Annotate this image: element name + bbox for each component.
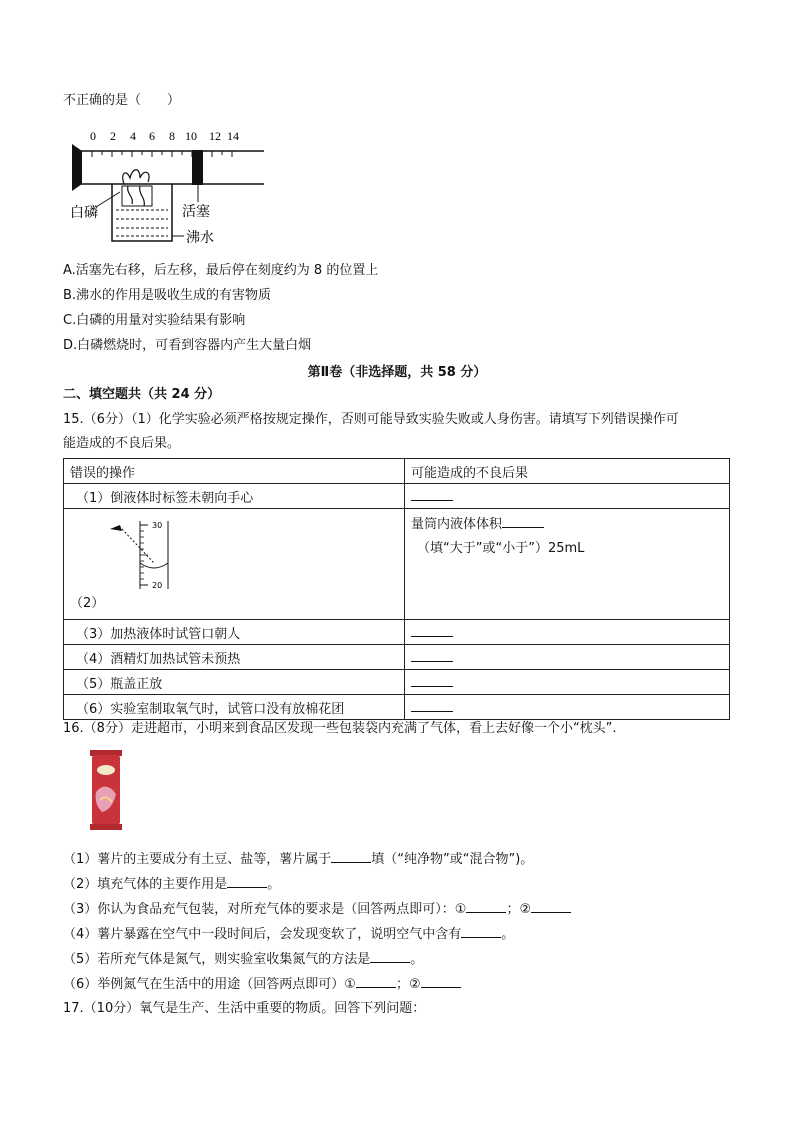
answer-blank[interactable] — [356, 975, 396, 988]
part2-title: 第Ⅱ卷（非选择题，共 58 分） — [307, 365, 487, 380]
q14-option-b: B.沸水的作用是吸收生成的有害物质 — [63, 288, 272, 303]
q17-stem: 17.（10分）氧气是生产、生活中重要的物质。回答下列问题： — [63, 1001, 426, 1016]
cylinder-mark-20: 20 — [152, 581, 163, 590]
answer-blank[interactable] — [421, 975, 461, 988]
scale-label-0: 0 — [90, 129, 96, 143]
scale-label-6: 6 — [149, 129, 155, 143]
q16-item-6 — [63, 975, 461, 994]
answer-blank[interactable] — [370, 950, 410, 963]
q14-stem-tail: 不正确的是（ ） — [63, 93, 181, 108]
scale-label-10: 10 — [185, 129, 197, 143]
q16-item-5 — [63, 950, 423, 969]
q14-apparatus-figure — [68, 124, 268, 254]
row4-result — [405, 645, 730, 670]
table-row — [64, 645, 730, 670]
row5-result — [405, 670, 730, 695]
q14-option-c: C.白磷的用量对实验结果有影响 — [63, 313, 246, 328]
answer-blank[interactable] — [411, 674, 453, 687]
row6-result — [405, 695, 730, 720]
answer-blank[interactable] — [227, 875, 267, 888]
table-row — [64, 484, 730, 509]
q16-5-text-b: 。 — [410, 952, 424, 967]
row6-op: （6）实验室制取氧气时，试管口没有放棉花团 — [64, 695, 405, 720]
answer-blank[interactable] — [411, 624, 453, 637]
answer-blank[interactable] — [411, 699, 453, 712]
q16-4-text-a: （4）薯片暴露在空气中一段时间后，会发现变软了，说明空气中含有 — [63, 927, 462, 942]
row2-op: （2） — [70, 596, 105, 611]
table-row — [64, 670, 730, 695]
q16-4-text-b: 。 — [501, 927, 515, 942]
q16-6-text-b: ；② — [395, 977, 421, 992]
q16-3-text-a: （3）你认为食品充气包装，对所充气体的要求是（回答两点即可）：① — [63, 902, 467, 917]
row4-op: （4）酒精灯加热试管未预热 — [64, 645, 405, 670]
scale-label-14: 14 — [227, 129, 239, 143]
q16-item-3 — [63, 900, 571, 919]
q16-1-text-b: 填（“纯净物”或“混合物”)。 — [371, 852, 534, 867]
answer-blank[interactable] — [461, 925, 501, 938]
q14-option-a: A.活塞先右移，后左移，最后停在刻度约为 8 的位置上 — [63, 263, 379, 278]
row3-op: （3）加热液体时试管口朝人 — [64, 620, 405, 645]
q16-1-text-a: （1）薯片的主要成分有土豆、盐等，薯片属于 — [63, 852, 332, 867]
q16-5-text-a: （5）若所充气体是氮气，则实验室收集氮气的方法是 — [63, 952, 371, 967]
q16-2-text-b: 。 — [267, 877, 281, 892]
table-row — [64, 620, 730, 645]
row2-result — [405, 509, 730, 620]
q16-stem: 16.（8分）走进超市，小明来到食品区发现一些包装袋内充满了气体，看上去好像一个小“枕头”. — [63, 721, 617, 736]
q15-stem-line2: 能造成的不良后果。 — [63, 436, 181, 451]
header-op: 错误的操作 — [64, 459, 405, 484]
answer-blank[interactable] — [411, 649, 453, 662]
q15-stem-line1: 15.（6分）（1）化学实验必须严格按规定操作，否则可能导致实验失败或人身伤害。请填写下列错误操作可 — [63, 412, 679, 427]
table-row — [64, 695, 730, 720]
table-row — [64, 509, 730, 620]
answer-blank[interactable] — [466, 900, 506, 913]
row1-result — [405, 484, 730, 509]
answer-blank[interactable] — [331, 850, 371, 863]
row2-result-line1: 量筒内液体体积 — [411, 517, 503, 532]
scale-label-2: 2 — [110, 129, 116, 143]
scale-label-8: 8 — [169, 129, 175, 143]
answer-blank[interactable] — [411, 488, 453, 501]
q16-item-2 — [63, 875, 280, 894]
row5-op: （5）瓶盖正放 — [64, 670, 405, 695]
q16-item-1 — [63, 850, 533, 869]
row1-op: （1）倒液体时标签未朝向手心 — [64, 484, 405, 509]
graduated-cylinder-figure — [108, 517, 198, 593]
label-boiling-water: 沸水 — [186, 230, 214, 246]
answer-blank[interactable] — [531, 900, 571, 913]
header-result: 可能造成的不良后果 — [405, 459, 730, 484]
table-header-row — [64, 459, 730, 484]
row2-op-cell — [64, 509, 405, 620]
q16-item-4 — [63, 925, 514, 944]
scale-label-12: 12 — [209, 129, 221, 143]
label-piston: 活塞 — [182, 204, 210, 220]
answer-blank[interactable] — [502, 515, 544, 528]
q16-3-text-b: ；② — [506, 902, 532, 917]
row3-result — [405, 620, 730, 645]
q14-option-d: D.白磷燃烧时，可看到容器内产生大量白烟 — [63, 338, 312, 353]
q15-table — [63, 458, 730, 720]
q16-2-text-a: （2）填充气体的主要作用是 — [63, 877, 228, 892]
q16-6-text-a: （6）举例氮气在生活中的用途（回答两点即可）① — [63, 977, 356, 992]
label-white-phosphorus: 白磷 — [70, 205, 98, 221]
chip-bag-image — [88, 750, 124, 830]
section-title: 二、填空题共（共 24 分） — [63, 387, 221, 402]
scale-label-4: 4 — [130, 129, 136, 143]
row2-result-line2: （填“大于”或“小于”）25mL — [417, 541, 585, 556]
cylinder-mark-30: 30 — [152, 521, 163, 530]
